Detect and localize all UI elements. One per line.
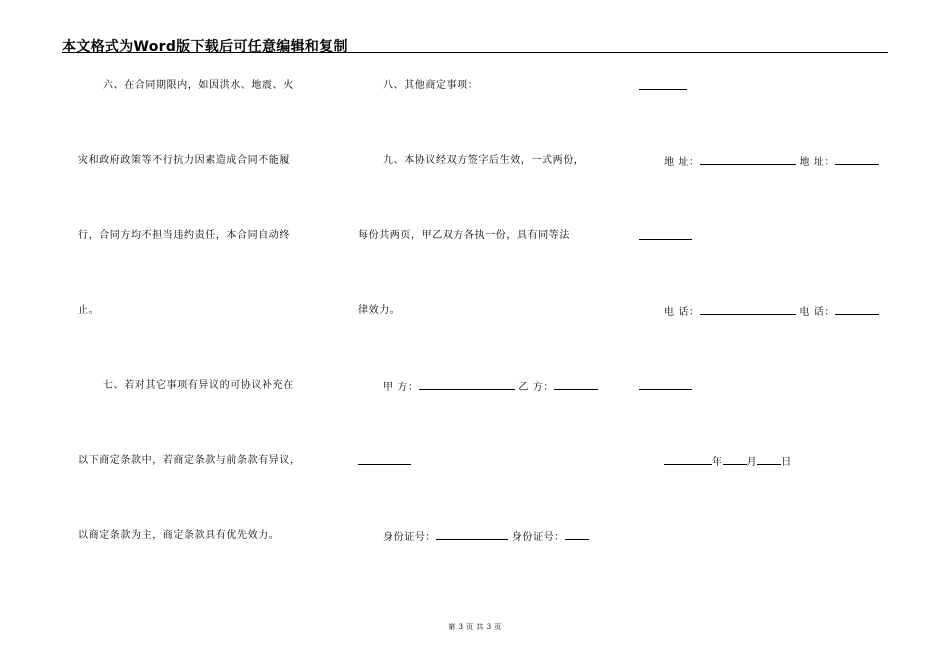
id-a-label: 身份证号： <box>383 532 436 543</box>
id-b-blank[interactable] <box>565 529 589 540</box>
clause-8-line-1: 八、其他商定事项： <box>383 80 479 91</box>
phone-a-label: 电 话： <box>664 307 700 318</box>
clause-6-line-4: 止。 <box>78 305 100 316</box>
address-line <box>664 154 879 170</box>
clause-6-line-1: 六、在合同期限内，如因洪水、地震、火 <box>103 80 294 91</box>
clause-9-line-3: 律效力。 <box>358 305 401 316</box>
blank-line-col3-3 <box>639 379 692 395</box>
blank-field[interactable] <box>639 379 692 390</box>
document-header-title: 本文格式为Word版下载后可任意编辑和复制 <box>62 39 348 55</box>
month-blank[interactable] <box>723 454 747 465</box>
clause-9-line-1: 九、本协议经双方签字后生效，一式两份， <box>383 155 585 166</box>
address-b-blank[interactable] <box>835 154 879 165</box>
party-b-label: 乙 方： <box>518 382 554 393</box>
address-b-label: 地 址： <box>799 157 835 168</box>
address-a-blank[interactable] <box>700 154 796 165</box>
clause-7-line-1: 七、若对其它事项有异议的可协议补充在 <box>103 380 294 391</box>
day-blank[interactable] <box>757 454 781 465</box>
blank-field[interactable] <box>639 229 692 240</box>
clause-9-line-2: 每份共两页，甲乙双方各执一份，具有同等法 <box>358 230 570 241</box>
blank-line-col3-1 <box>639 79 687 95</box>
id-number-line <box>383 529 589 545</box>
phone-a-blank[interactable] <box>700 304 796 315</box>
id-a-blank[interactable] <box>436 529 508 540</box>
phone-b-blank[interactable] <box>835 304 879 315</box>
date-line <box>664 454 792 470</box>
phone-line <box>664 304 879 320</box>
month-label: 月 <box>746 457 758 468</box>
address-a-label: 地 址： <box>664 157 700 168</box>
header-divider <box>62 52 888 53</box>
blank-field[interactable] <box>639 79 687 90</box>
id-b-label: 身份证号： <box>511 532 565 543</box>
blank-line-col2 <box>358 454 411 470</box>
clause-7-line-2: 以下商定条款中，若商定条款与前条款有异议， <box>78 455 301 466</box>
blank-line-col3-2 <box>639 229 692 245</box>
party-b-blank[interactable] <box>554 379 598 390</box>
phone-b-label: 电 话： <box>799 307 835 318</box>
party-signature-line <box>383 379 598 395</box>
party-a-blank[interactable] <box>419 379 515 390</box>
year-blank[interactable] <box>664 454 712 465</box>
clause-6-line-3: 行，合同方均不担当违约责任，本合同自动终 <box>78 230 290 241</box>
year-label: 年 <box>712 457 723 468</box>
page-number-footer: 第 3 页 共 3 页 <box>448 623 502 631</box>
clause-6-line-2: 灾和政府政策等不行抗力因素造成合同不能履 <box>78 155 290 166</box>
blank-field[interactable] <box>358 454 411 465</box>
clause-7-line-3: 以商定条款为主，商定条款具有优先效力。 <box>78 530 280 541</box>
party-a-label: 甲 方： <box>383 382 419 393</box>
day-label: 日 <box>781 457 792 468</box>
